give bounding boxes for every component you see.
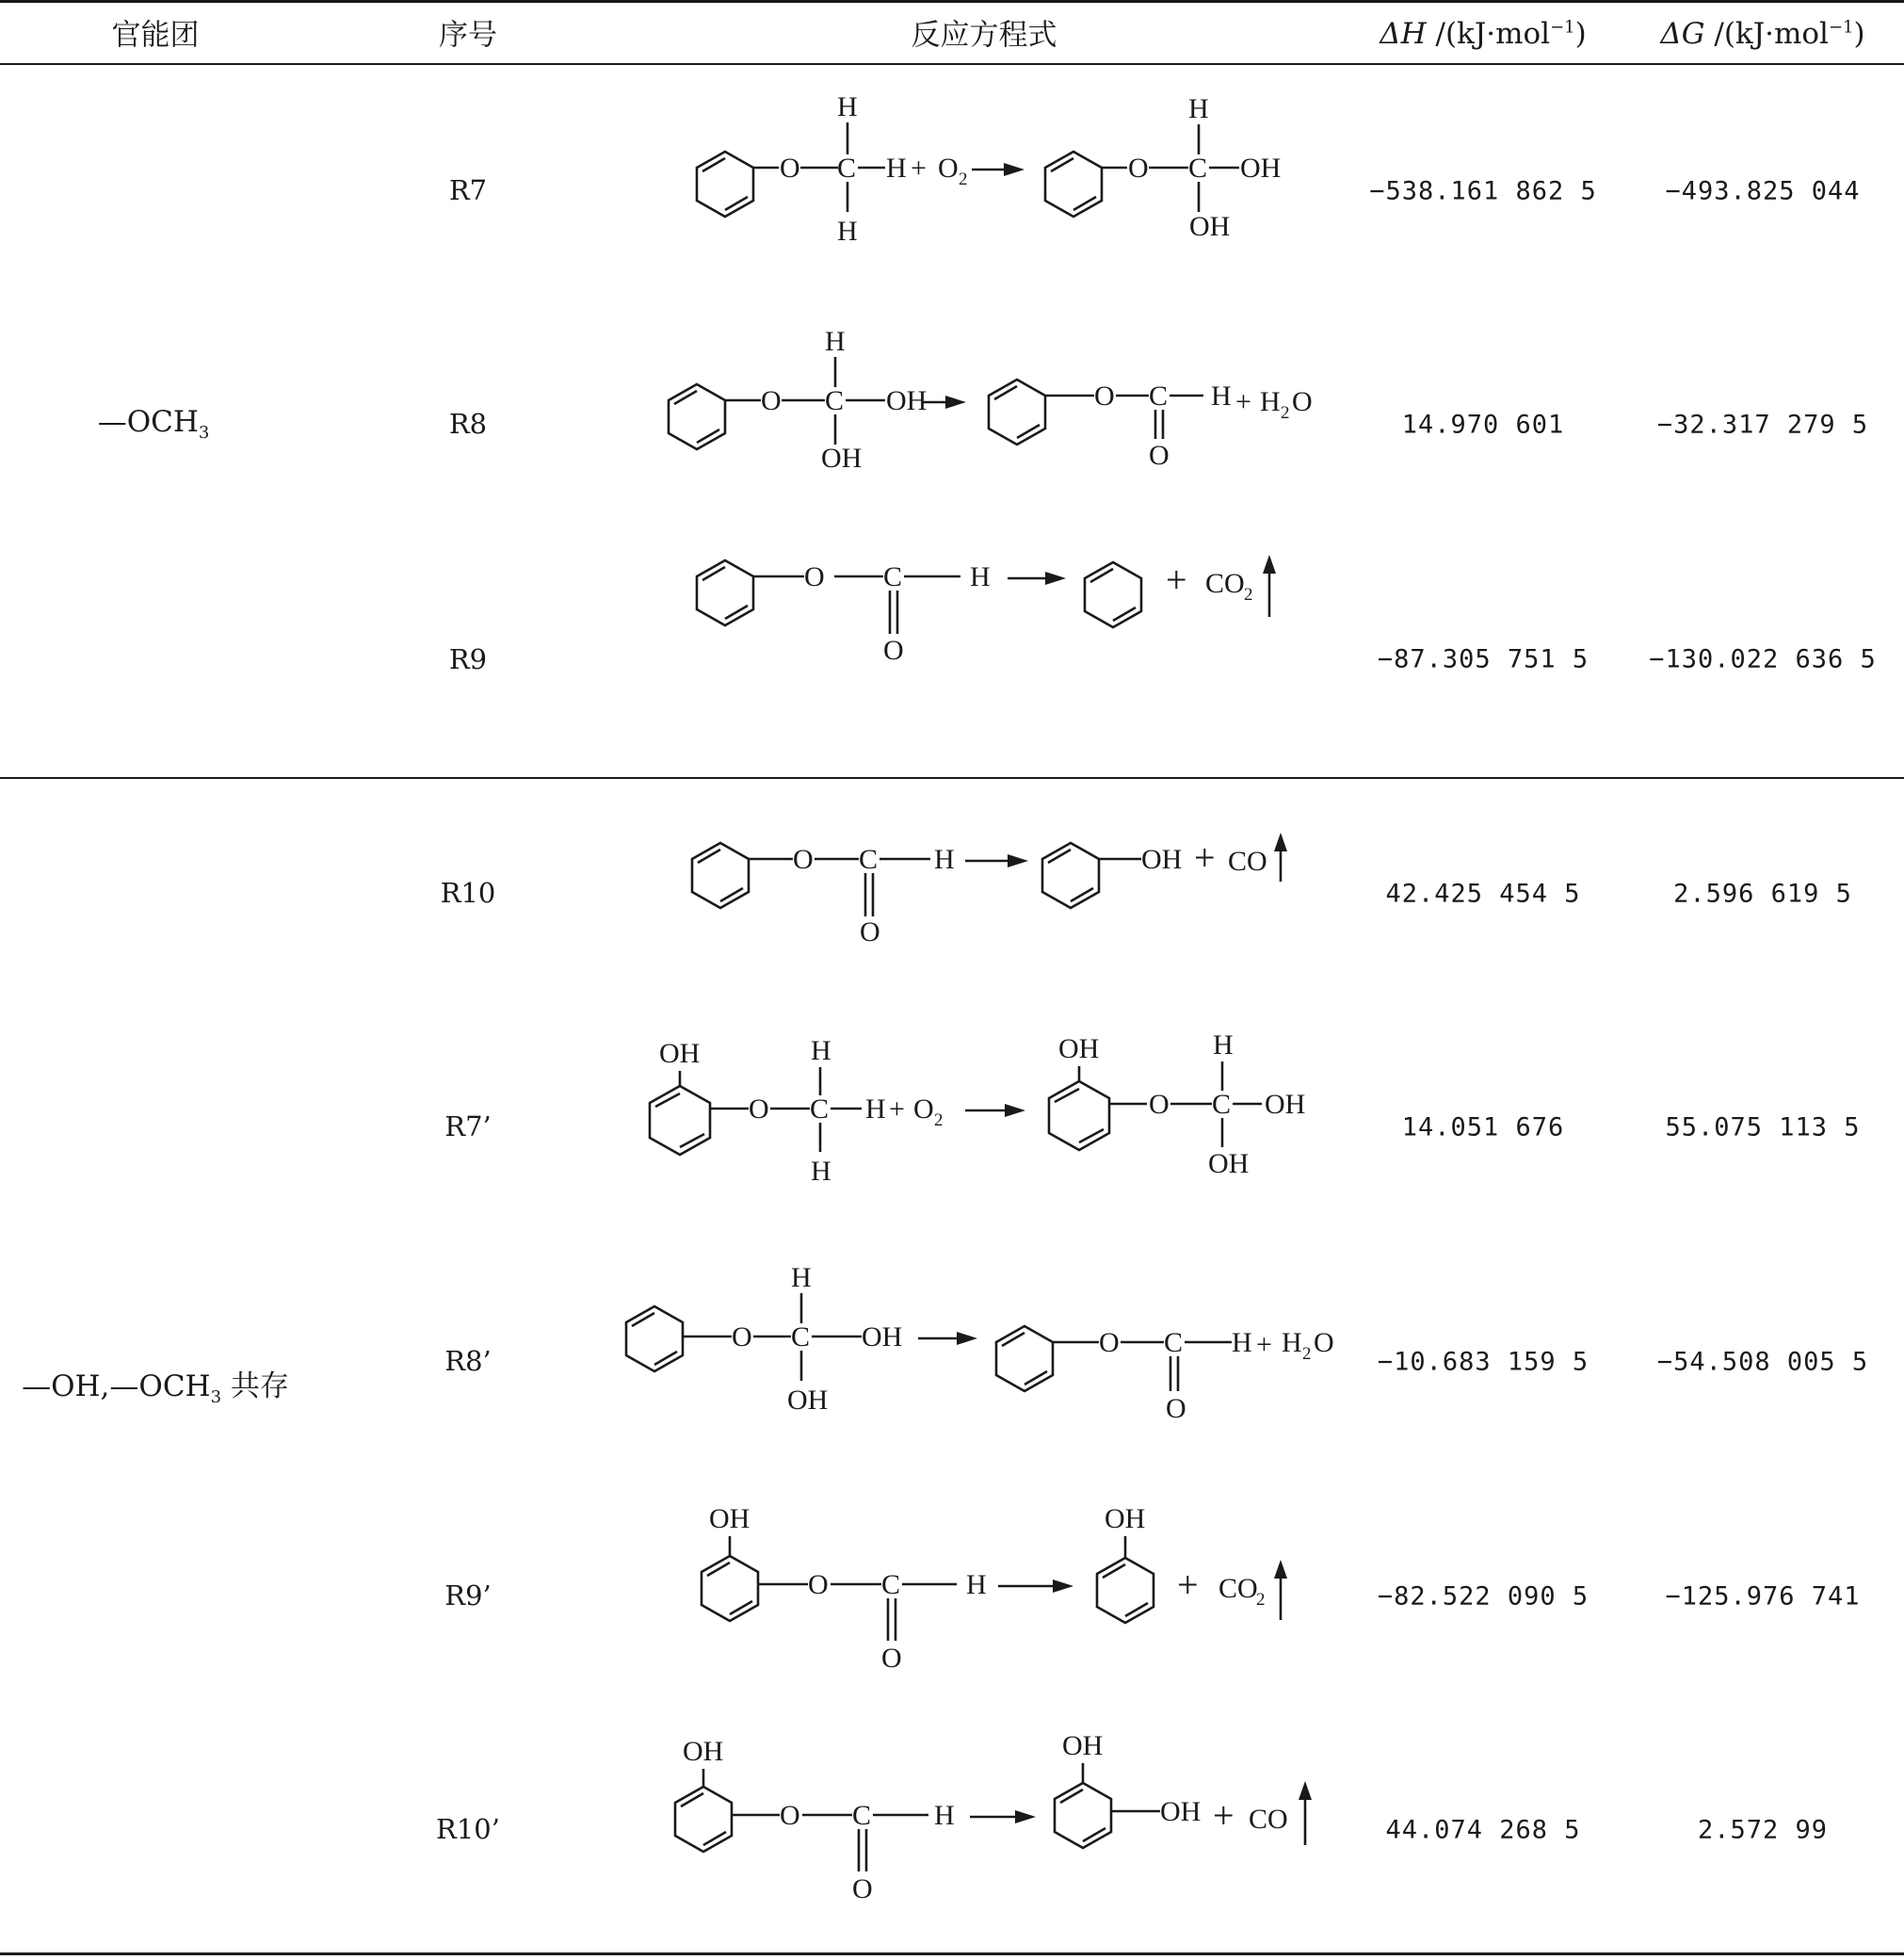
svg-text:O: O xyxy=(1314,1327,1334,1358)
svg-text:+: + xyxy=(1213,1794,1234,1837)
row-dh-value: −87.305 751 5 xyxy=(1377,644,1589,674)
svg-text:O: O xyxy=(1128,153,1149,184)
row-dg-value: −32.317 279 5 xyxy=(1656,410,1869,440)
svg-text:H: H xyxy=(934,844,955,875)
svg-text:OH: OH xyxy=(1208,1148,1250,1179)
svg-text:OH: OH xyxy=(1189,211,1231,242)
svg-text:C: C xyxy=(852,1800,872,1831)
equation-r9-prime xyxy=(678,1498,1299,1686)
svg-text:O: O xyxy=(1099,1327,1120,1358)
svg-text:C: C xyxy=(810,1093,830,1125)
svg-text:O: O xyxy=(860,916,880,948)
row-dg-value: −493.825 044 xyxy=(1665,176,1861,206)
svg-text:2: 2 xyxy=(1256,1590,1266,1610)
svg-text:+: + xyxy=(889,1093,905,1125)
row-dh-value: 14.970 601 xyxy=(1401,410,1565,440)
svg-text:O: O xyxy=(780,153,800,184)
svg-text:+: + xyxy=(1256,1329,1272,1360)
row-dh-value: −10.683 159 5 xyxy=(1377,1347,1589,1377)
svg-text:O: O xyxy=(780,1800,800,1831)
svg-text:OH: OH xyxy=(683,1736,724,1767)
svg-text:C: C xyxy=(791,1321,811,1353)
svg-text:O: O xyxy=(1149,1089,1170,1120)
svg-text:OH: OH xyxy=(886,385,928,416)
row-dg-value: 2.572 99 xyxy=(1697,1815,1829,1845)
svg-text:OH: OH xyxy=(709,1503,750,1534)
equation-r8-prime xyxy=(612,1257,1356,1427)
svg-text:H: H xyxy=(1211,381,1232,412)
svg-text:2: 2 xyxy=(1281,403,1290,423)
svg-text:O: O xyxy=(732,1321,752,1353)
svg-text:C: C xyxy=(1212,1089,1232,1120)
svg-text:H: H xyxy=(966,1569,987,1600)
svg-text:CO: CO xyxy=(1228,846,1267,877)
svg-text:O: O xyxy=(913,1093,934,1125)
svg-text:H: H xyxy=(886,153,907,184)
svg-text:OH: OH xyxy=(1062,1730,1104,1761)
svg-text:H: H xyxy=(1188,93,1209,124)
svg-text:OH: OH xyxy=(862,1321,903,1353)
svg-text:C: C xyxy=(859,844,879,875)
svg-text:OH: OH xyxy=(1141,844,1183,875)
svg-text:O: O xyxy=(804,561,825,592)
header-dg: ΔG /(kJ·mol$^{-1}$) xyxy=(1660,17,1865,51)
svg-text:H: H xyxy=(791,1262,812,1293)
row-id: R7’ xyxy=(444,1110,492,1142)
svg-text:OH: OH xyxy=(1160,1796,1202,1827)
row-id: R8’ xyxy=(444,1345,492,1377)
svg-text:O: O xyxy=(1094,381,1115,412)
svg-text:O: O xyxy=(852,1873,873,1904)
svg-text:OH: OH xyxy=(659,1038,701,1069)
svg-text:C: C xyxy=(1149,381,1169,412)
svg-text:C: C xyxy=(881,1569,901,1600)
svg-text:2: 2 xyxy=(959,170,968,189)
svg-text:C: C xyxy=(1164,1327,1184,1358)
svg-text:OH: OH xyxy=(787,1385,829,1416)
svg-text:OH: OH xyxy=(1265,1089,1306,1120)
header-equation: 反应方程式 xyxy=(911,18,1057,53)
row-dg-value: 55.075 113 5 xyxy=(1665,1112,1861,1142)
svg-text:C: C xyxy=(837,153,857,184)
equation-r9 xyxy=(678,551,1299,683)
svg-text:CO: CO xyxy=(1205,568,1245,599)
row-id: R9’ xyxy=(444,1579,492,1612)
svg-text:H: H xyxy=(865,1093,886,1125)
svg-text:OH: OH xyxy=(1240,153,1282,184)
group-label-oh-och3: $—OH,—OCH_3$ 共存 xyxy=(22,1369,289,1408)
row-dh-value: 42.425 454 5 xyxy=(1385,879,1581,909)
row-id: R9 xyxy=(448,643,488,675)
row-id: R8 xyxy=(448,408,488,440)
equation-r10-prime xyxy=(659,1728,1318,1917)
row-dh-value: −538.161 862 5 xyxy=(1369,176,1597,206)
equation-r10 xyxy=(659,829,1299,961)
svg-text:O: O xyxy=(1292,386,1313,417)
svg-text:O: O xyxy=(761,385,782,416)
row-dg-value: −130.022 636 5 xyxy=(1649,644,1877,674)
svg-text:C: C xyxy=(825,385,845,416)
svg-text:O: O xyxy=(749,1093,769,1125)
svg-text:+: + xyxy=(911,153,927,184)
equation-r7-prime xyxy=(636,1031,1337,1191)
header-group: 官能团 xyxy=(111,18,200,53)
svg-text:H: H xyxy=(811,1156,831,1187)
svg-text:H: H xyxy=(934,1800,955,1831)
svg-text:+: + xyxy=(1194,836,1216,879)
svg-text:H: H xyxy=(1232,1327,1252,1358)
svg-text:CO: CO xyxy=(1249,1804,1288,1835)
row-id: R10’ xyxy=(436,1813,500,1845)
svg-text:O: O xyxy=(808,1569,829,1600)
svg-text:O: O xyxy=(1149,440,1170,471)
row-dh-value: 14.051 676 xyxy=(1401,1112,1565,1142)
svg-text:CO: CO xyxy=(1218,1573,1258,1604)
svg-text:O: O xyxy=(938,153,959,184)
row-dh-value: 44.074 268 5 xyxy=(1385,1815,1581,1845)
equation-r8 xyxy=(640,318,1337,488)
equation-r7 xyxy=(650,85,1328,254)
row-dg-value: −54.508 005 5 xyxy=(1656,1347,1869,1377)
table-bottom-rule xyxy=(0,1952,1904,1955)
row-id: R7 xyxy=(448,174,488,206)
svg-text:H: H xyxy=(1260,386,1281,417)
svg-text:H: H xyxy=(1282,1327,1302,1358)
row-dh-value: −82.522 090 5 xyxy=(1377,1581,1589,1612)
svg-text:H: H xyxy=(970,561,991,592)
svg-text:OH: OH xyxy=(1105,1503,1146,1534)
svg-text:+: + xyxy=(1166,559,1187,601)
svg-text:2: 2 xyxy=(1302,1344,1312,1364)
group-label-och3: $—OCH_3$ xyxy=(97,404,210,444)
svg-text:H: H xyxy=(811,1035,831,1066)
svg-text:2: 2 xyxy=(1244,585,1253,605)
header-rule xyxy=(0,63,1904,65)
svg-text:OH: OH xyxy=(821,443,863,474)
svg-text:+: + xyxy=(1235,386,1251,417)
svg-text:O: O xyxy=(883,635,904,666)
row-dg-value: 2.596 619 5 xyxy=(1673,879,1852,909)
row-dg-value: −125.976 741 xyxy=(1665,1581,1861,1612)
svg-text:OH: OH xyxy=(1058,1033,1100,1064)
row-id: R10 xyxy=(440,877,496,909)
svg-text:O: O xyxy=(1166,1393,1186,1424)
svg-text:C: C xyxy=(1188,153,1208,184)
svg-text:H: H xyxy=(837,91,858,122)
svg-text:H: H xyxy=(837,216,858,247)
svg-text:O: O xyxy=(881,1643,902,1674)
table-top-rule xyxy=(0,0,1904,3)
svg-text:C: C xyxy=(883,561,903,592)
svg-text:H: H xyxy=(1213,1029,1234,1061)
group-divider-rule xyxy=(0,777,1904,779)
header-seq: 序号 xyxy=(439,18,497,53)
svg-text:H: H xyxy=(825,326,846,357)
svg-text:O: O xyxy=(793,844,814,875)
svg-text:+: + xyxy=(1177,1563,1199,1606)
svg-text:2: 2 xyxy=(934,1110,944,1130)
header-dh: ΔH /(kJ·mol$^{-1}$) xyxy=(1380,17,1587,51)
